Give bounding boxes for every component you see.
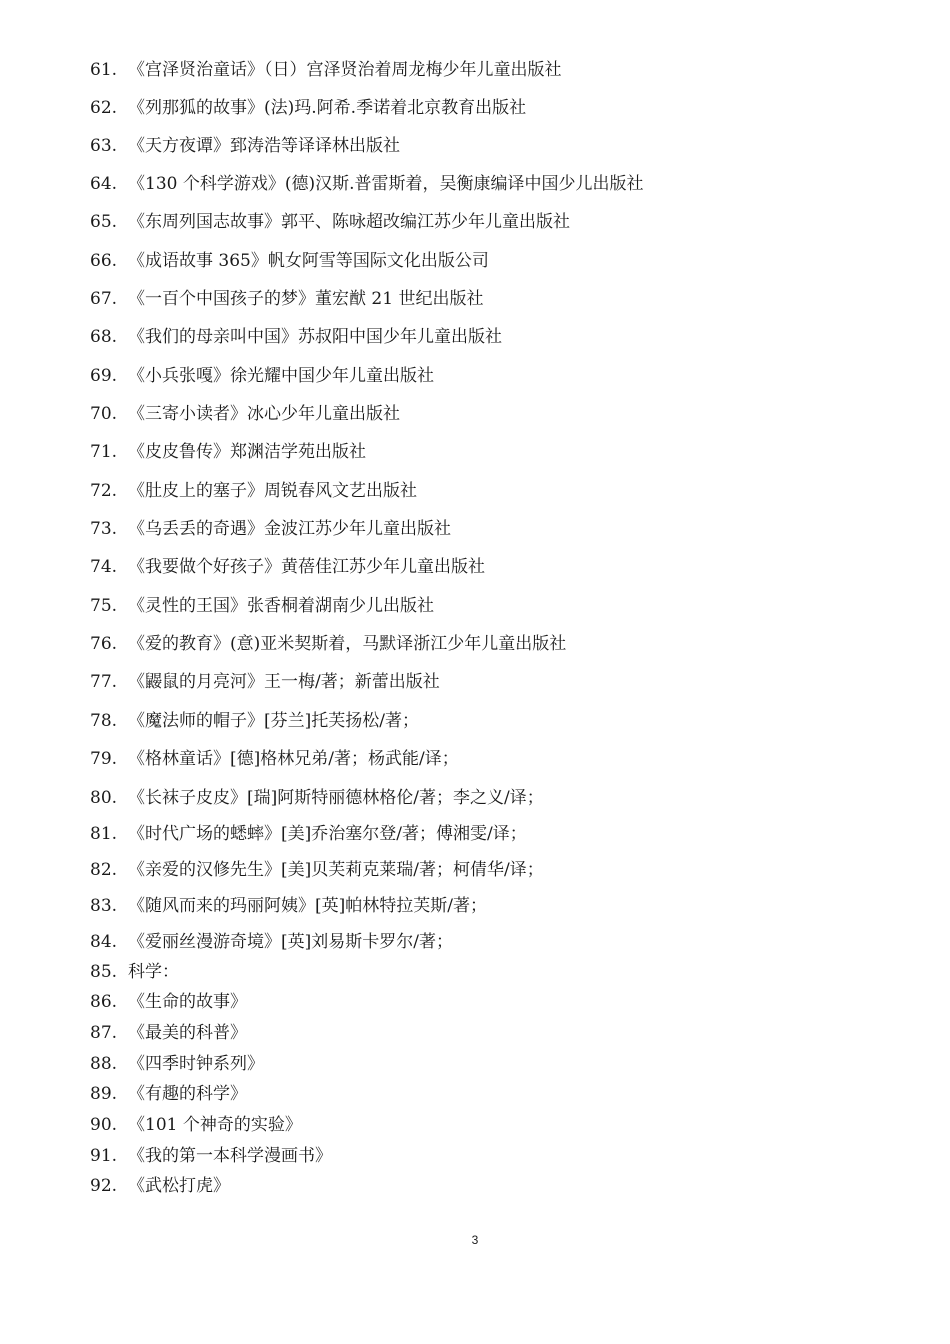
item-number: 63. — [90, 136, 118, 156]
item-text: 《宫泽贤治童话》（日）宫泽贤治着周龙梅少年儿童出版社 — [128, 60, 562, 80]
item-text: 《东周列国志故事》郭平、陈咏超改编江苏少年儿童出版社 — [128, 212, 570, 232]
item-number: 81. — [90, 824, 118, 844]
item-text: 《一百个中国孩子的梦》董宏猷 21 世纪出版社 — [128, 289, 484, 309]
item-text: 《101 个神奇的实验》 — [128, 1115, 302, 1135]
item-number: 89. — [90, 1084, 118, 1104]
list-item — [90, 58, 562, 82]
item-number: 77. — [90, 672, 118, 692]
item-text: 《爱丽丝漫游奇境》[英]刘易斯卡罗尔/著； — [128, 932, 453, 952]
list-item — [90, 894, 487, 918]
item-number: 87. — [90, 1023, 118, 1043]
item-text: 《生命的故事》 — [128, 992, 247, 1012]
item-number: 73. — [90, 519, 118, 539]
list-item — [90, 210, 570, 234]
item-number: 83. — [90, 896, 118, 916]
item-text: 《三寄小读者》冰心少年儿童出版社 — [128, 404, 400, 424]
item-number: 76. — [90, 634, 118, 654]
item-number: 90. — [90, 1115, 118, 1135]
item-number: 68. — [90, 327, 118, 347]
item-number: 62. — [90, 98, 118, 118]
list-item — [90, 930, 453, 954]
item-text: 《天方夜谭》郅涛浩等译译林出版社 — [128, 136, 400, 156]
item-text: 《时代广场的蟋蟀》[美]乔治塞尔登/著；傅湘雯/译； — [128, 824, 527, 844]
item-text: 《随风而来的玛丽阿姨》[英]帕林特拉芙斯/著； — [128, 896, 487, 916]
list-item — [90, 1144, 332, 1168]
item-text: 《魔法师的帽子》[芬兰]托芙扬松/著； — [128, 711, 419, 731]
list-item — [90, 822, 527, 846]
item-text: 《格林童话》[德]格林兄弟/著；杨武能/译； — [128, 749, 459, 769]
item-text: 《列那狐的故事》(法)玛.阿希.季诺着北京教育出版社 — [128, 98, 527, 118]
list-item — [90, 134, 400, 158]
list-item — [90, 325, 502, 349]
list-item — [90, 1021, 247, 1045]
item-number: 92. — [90, 1176, 118, 1196]
list-item — [90, 858, 544, 882]
item-number: 70. — [90, 404, 118, 424]
list-item — [90, 709, 419, 733]
item-number: 85. — [90, 962, 118, 982]
list-item — [90, 249, 489, 273]
list-item — [90, 747, 459, 771]
list-item — [90, 670, 440, 694]
list-item — [90, 402, 400, 426]
item-text: 《乌丢丢的奇遇》金波江苏少年儿童出版社 — [128, 519, 451, 539]
list-item — [90, 632, 566, 656]
item-number: 86. — [90, 992, 118, 1012]
item-number: 79. — [90, 749, 118, 769]
item-text: 《爱的教育》(意)亚米契斯着，马默译浙江少年儿童出版社 — [128, 634, 567, 654]
item-text: 《鼹鼠的月亮河》王一梅/著；新蕾出版社 — [128, 672, 440, 692]
item-text: 《最美的科普》 — [128, 1023, 247, 1043]
list-item — [90, 990, 247, 1014]
item-text: 《长袜子皮皮》[瑞]阿斯特丽德林格伦/著；李之义/译； — [128, 788, 544, 808]
list-item — [90, 440, 366, 464]
list-item — [90, 786, 544, 810]
item-text: 《我的第一本科学漫画书》 — [128, 1146, 332, 1166]
list-item — [90, 555, 485, 579]
item-text: 《皮皮鲁传》郑渊洁学苑出版社 — [128, 442, 366, 462]
list-item — [90, 1113, 302, 1137]
list-item — [90, 960, 179, 984]
list-item — [90, 517, 451, 541]
item-number: 66. — [90, 251, 118, 271]
item-text: 《我们的母亲叫中国》苏叔阳中国少年儿童出版社 — [128, 327, 502, 347]
item-number: 61. — [90, 60, 118, 80]
item-text: 《肚皮上的塞子》周锐春风文艺出版社 — [128, 481, 417, 501]
list-item — [90, 594, 434, 618]
item-text: 《有趣的科学》 — [128, 1084, 247, 1104]
page-number: 3 — [471, 1233, 479, 1247]
item-text: 《四季时钟系列》 — [128, 1054, 264, 1074]
list-item — [90, 96, 526, 120]
item-text: 《武松打虎》 — [128, 1176, 230, 1196]
item-number: 65. — [90, 212, 118, 232]
item-text: 《我要做个好孩子》黄蓓佳江苏少年儿童出版社 — [128, 557, 485, 577]
item-number: 72. — [90, 481, 118, 501]
list-item — [90, 364, 434, 388]
list-item — [90, 479, 417, 503]
item-number: 74. — [90, 557, 118, 577]
item-number: 78. — [90, 711, 118, 731]
item-number: 84. — [90, 932, 118, 952]
item-text: 《小兵张嘎》徐光耀中国少年儿童出版社 — [128, 366, 434, 386]
item-text: 《130 个科学游戏》(德)汉斯.普雷斯着，吴衡康编译中国少儿出版社 — [128, 174, 644, 194]
list-item — [90, 1052, 264, 1076]
item-number: 88. — [90, 1054, 118, 1074]
item-number: 69. — [90, 366, 118, 386]
item-text: 科学： — [128, 962, 179, 982]
item-text: 《亲爱的汉修先生》[美]贝芙莉克莱瑞/著；柯倩华/译； — [128, 860, 544, 880]
item-number: 64. — [90, 174, 118, 194]
item-number: 82. — [90, 860, 118, 880]
item-number: 80. — [90, 788, 118, 808]
item-text: 《成语故事 365》帆女阿雪等国际文化出版公司 — [128, 251, 489, 271]
item-text: 《灵性的王国》张香桐着湖南少儿出版社 — [128, 596, 434, 616]
list-item — [90, 287, 483, 311]
list-item — [90, 1174, 230, 1198]
list-item — [90, 172, 644, 196]
item-number: 67. — [90, 289, 118, 309]
item-number: 71. — [90, 442, 118, 462]
item-number: 75. — [90, 596, 118, 616]
item-number: 91. — [90, 1146, 118, 1166]
list-item — [90, 1082, 247, 1106]
